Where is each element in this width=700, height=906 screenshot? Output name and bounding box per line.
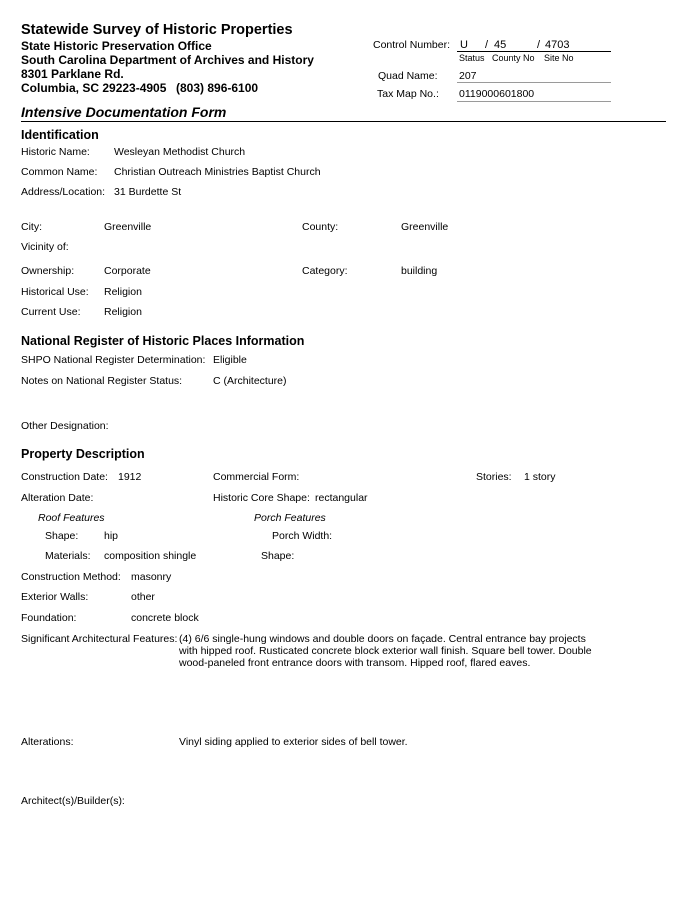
construction-date-label: Construction Date: xyxy=(21,471,108,483)
exterior-walls-value: other xyxy=(131,591,155,603)
historical-use-label: Historical Use: xyxy=(21,286,89,298)
county-no-caption: County No xyxy=(492,53,535,63)
department-name: South Carolina Department of Archives and History xyxy=(21,53,314,67)
site-no-caption: Site No xyxy=(544,53,574,63)
survey-title: Statewide Survey of Historic Properties xyxy=(21,22,293,38)
core-shape-value: rectangular xyxy=(315,492,368,504)
street-address: 8301 Parklane Rd. xyxy=(21,67,124,81)
architectural-features-value: (4) 6/6 single-hung windows and double doors on façade. Central entrance bay projects with hipped roof. Rusticated concrete block exterior wall finish. Square bell tower. Double wood-paneled front entrance doors with transom. Hipped roof, flared eaves. xyxy=(179,633,592,669)
control-number-underline xyxy=(457,51,611,52)
architect-builder-label: Architect(s)/Builder(s): xyxy=(21,795,125,807)
quad-name-label: Quad Name: xyxy=(378,70,438,82)
national-register-heading: National Register of Historic Places Information xyxy=(21,334,305,348)
construction-method-label: Construction Method: xyxy=(21,571,121,583)
county-label: County: xyxy=(302,221,339,233)
vicinity-label: Vicinity of: xyxy=(21,241,69,253)
ownership-value: Corporate xyxy=(104,265,151,277)
county-value: Greenville xyxy=(401,221,449,233)
quad-name-value: 207 xyxy=(459,70,477,82)
porch-shape-label: Shape: xyxy=(261,550,295,562)
roof-materials-label: Materials: xyxy=(45,550,91,562)
city-state-zip: Columbia, SC 29223-4905 xyxy=(21,81,167,95)
city-label: City: xyxy=(21,221,42,233)
roof-features-heading: Roof Features xyxy=(38,512,105,524)
control-separator-1: / xyxy=(485,39,489,51)
alterations-label: Alterations: xyxy=(21,736,74,748)
foundation-value: concrete block xyxy=(131,612,199,624)
nr-notes-value: C (Architecture) xyxy=(213,375,287,387)
historical-use-value: Religion xyxy=(104,286,142,298)
common-name-label: Common Name: xyxy=(21,166,98,178)
control-site-value: 4703 xyxy=(545,39,570,51)
stories-value: 1 story xyxy=(524,471,556,483)
tax-map-underline xyxy=(457,101,611,102)
category-label: Category: xyxy=(302,265,348,277)
nr-notes-label: Notes on National Register Status: xyxy=(21,375,183,387)
ownership-label: Ownership: xyxy=(21,265,75,277)
address-value: 31 Burdette St xyxy=(114,186,182,198)
alterations-value: Vinyl siding applied to exterior sides of bell tower. xyxy=(179,736,408,748)
historic-name-value: Wesleyan Methodist Church xyxy=(114,146,246,158)
form-title: Intensive Documentation Form xyxy=(21,104,227,120)
construction-date-value: 1912 xyxy=(118,471,142,483)
roof-materials-value: composition shingle xyxy=(104,550,197,562)
roof-shape-label: Shape: xyxy=(45,530,79,542)
quad-name-underline xyxy=(457,82,611,83)
control-separator-2: / xyxy=(537,39,541,51)
identification-heading: Identification xyxy=(21,128,99,142)
city-value: Greenville xyxy=(104,221,152,233)
commercial-form-label: Commercial Form: xyxy=(213,471,300,483)
foundation-label: Foundation: xyxy=(21,612,77,624)
control-number-label: Control Number: xyxy=(373,39,451,51)
control-status-value: U xyxy=(460,39,468,51)
core-shape-label: Historic Core Shape: xyxy=(213,492,310,504)
category-value: building xyxy=(401,265,438,277)
control-county-value: 45 xyxy=(494,39,507,51)
roof-shape-value: hip xyxy=(104,530,119,542)
stories-label: Stories: xyxy=(476,471,512,483)
phone-number: (803) 896-6100 xyxy=(176,81,259,95)
current-use-label: Current Use: xyxy=(21,306,81,318)
construction-method-value: masonry xyxy=(131,571,172,583)
porch-features-heading: Porch Features xyxy=(254,512,326,524)
architectural-features-label: Significant Architectural Features: xyxy=(21,633,178,645)
shpo-determination-value: Eligible xyxy=(213,354,247,366)
current-use-value: Religion xyxy=(104,306,142,318)
property-description-heading: Property Description xyxy=(21,447,145,461)
porch-width-label: Porch Width: xyxy=(272,530,333,542)
form-title-rule xyxy=(21,121,666,122)
shpo-determination-label: SHPO National Register Determination: xyxy=(21,354,206,366)
tax-map-value: 0119000601800 xyxy=(459,88,535,100)
common-name-value: Christian Outreach Ministries Baptist Church xyxy=(114,166,321,178)
tax-map-label: Tax Map No.: xyxy=(377,88,439,100)
status-caption: Status xyxy=(459,53,485,63)
historic-name-label: Historic Name: xyxy=(21,146,90,158)
exterior-walls-label: Exterior Walls: xyxy=(21,591,89,603)
address-label: Address/Location: xyxy=(21,186,106,198)
office-name: State Historic Preservation Office xyxy=(21,39,212,53)
other-designation-label: Other Designation: xyxy=(21,420,109,432)
alteration-date-label: Alteration Date: xyxy=(21,492,94,504)
